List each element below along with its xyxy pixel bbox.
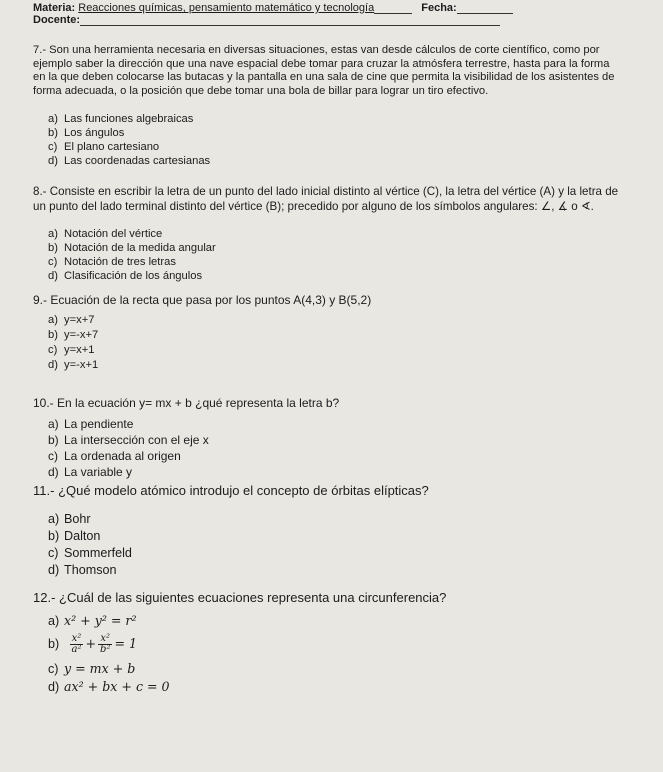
question-7	[33, 44, 623, 98]
option-8d[interactable]	[48, 270, 202, 283]
question-text: Ecuación de la recta que pasa por los puntos A(4,3) y B(5,2)	[50, 293, 372, 307]
option-letter: c)	[48, 449, 58, 463]
option-text: Los ángulos	[64, 127, 125, 139]
option-9a[interactable]	[48, 314, 94, 327]
option-10a[interactable]	[48, 418, 133, 431]
materia-line	[33, 2, 513, 14]
fecha-label: Fecha:	[421, 2, 457, 14]
option-text: y=-x+1	[64, 359, 99, 371]
fraction-1	[70, 634, 84, 655]
materia-label: Materia:	[33, 2, 76, 14]
option-12d[interactable]	[48, 680, 170, 694]
option-text: Dalton	[64, 529, 101, 543]
question-10	[33, 397, 623, 411]
option-letter: d)	[48, 465, 59, 479]
question-text: ¿Qué modelo atómico introdujo el concepto de órbitas elípticas?	[58, 483, 429, 498]
option-text: Notación de tres letras	[64, 256, 176, 268]
option-letter: c)	[48, 141, 58, 153]
option-equation: x² + y² = r²	[64, 613, 137, 628]
equation-rhs: = 1	[114, 635, 138, 651]
option-letter: b)	[48, 242, 58, 254]
option-letter: c)	[48, 546, 59, 560]
option-letter: d)	[48, 563, 60, 577]
option-11b[interactable]	[48, 529, 100, 543]
question-number: 10.-	[33, 396, 54, 410]
option-11c[interactable]	[48, 546, 132, 560]
option-12c[interactable]	[48, 662, 135, 676]
plus-sign: +	[85, 635, 97, 651]
option-12b[interactable]	[48, 634, 137, 655]
option-text: El plano cartesiano	[64, 141, 160, 153]
option-8b[interactable]	[48, 242, 216, 255]
question-text: En la ecuación y= mx + b ¿qué representa la letra b?	[57, 396, 340, 410]
option-letter: d)	[48, 359, 58, 371]
option-text: Las coordenadas cartesianas	[64, 155, 211, 167]
question-text: Consiste en escribir la letra de un punto del lado inicial distinto al vértice (C), la letra del vértice (A) y la letra de un punto del lado terminal distinto del vértice (B); precedido por alguno de los símbolos angulares: ∠, ∡ o ∢.	[33, 185, 619, 213]
option-12a[interactable]	[48, 614, 137, 628]
option-letter: c)	[48, 344, 58, 356]
option-text: y=x+1	[64, 344, 95, 356]
worksheet-header	[33, 2, 513, 26]
option-text: La ordenada al origen	[64, 449, 181, 463]
materia-value: Reacciones químicas, pensamiento matemático y tecnología	[78, 2, 375, 14]
question-number: 7.-	[33, 44, 47, 56]
question-8	[33, 184, 623, 214]
fraction-numerator: x²	[100, 633, 111, 644]
option-text: La intersección con el eje x	[64, 433, 209, 447]
question-9	[33, 294, 623, 308]
option-letter: d)	[48, 155, 58, 167]
option-text: La pendiente	[64, 417, 134, 431]
fraction-denominator: b²	[100, 644, 111, 655]
option-9b[interactable]	[48, 329, 98, 342]
option-11a[interactable]	[48, 512, 91, 526]
option-text: Thomson	[64, 563, 117, 577]
option-7c[interactable]	[48, 141, 159, 154]
option-text: La variable y	[64, 465, 133, 479]
question-text: Son una herramienta necesaria en diversas situaciones, estas van desde cálculos de corte científico, como por ejemplo saber la dirección que una nave espacial debe tomar para cruzar la atmósfera terrestre, hasta para la forma en la que deben colocarse las butacas y la pantalla en una sala de cine que permita la visibilidad de los asistentes de forma adecuada, o la posición que debe tomar una bola de billar para lograr un tiro efectivo.	[33, 44, 615, 97]
option-letter: d)	[48, 270, 58, 282]
option-7d[interactable]	[48, 155, 210, 168]
option-9d[interactable]	[48, 359, 98, 372]
option-letter: b)	[48, 636, 60, 651]
option-letter: b)	[48, 529, 60, 543]
option-text: Sommerfeld	[64, 546, 132, 560]
option-8a[interactable]	[48, 228, 162, 241]
option-text: Notación del vértice	[64, 228, 163, 240]
option-8c[interactable]	[48, 256, 176, 269]
fraction-numerator: x²	[71, 633, 82, 644]
option-text: y=x+7	[64, 314, 95, 326]
option-equation: y = mx + b	[64, 661, 136, 676]
option-letter: b)	[48, 329, 58, 341]
option-10c[interactable]	[48, 450, 181, 463]
docente-label: Docente:	[33, 14, 81, 26]
question-number: 12.-	[33, 590, 56, 605]
fraction-denominator: a²	[71, 644, 82, 655]
option-7b[interactable]	[48, 127, 124, 140]
question-number: 9.-	[33, 293, 48, 307]
docente-line	[33, 14, 513, 26]
option-text: Notación de la medida angular	[64, 242, 216, 254]
option-letter: a)	[48, 512, 60, 526]
option-letter: a)	[48, 113, 58, 125]
option-9c[interactable]	[48, 344, 94, 357]
question-text: ¿Cuál de las siguientes ecuaciones representa una circunferencia?	[59, 590, 447, 605]
fraction-2	[98, 634, 112, 655]
option-text: y=-x+7	[64, 329, 99, 341]
option-letter: a)	[48, 228, 58, 240]
option-letter: c)	[48, 662, 59, 676]
option-text: Bohr	[64, 512, 91, 526]
option-10d[interactable]	[48, 466, 132, 479]
option-equation: ax² + bx + c = 0	[64, 679, 170, 694]
question-12	[33, 590, 623, 605]
question-number: 8.-	[33, 185, 47, 198]
option-10b[interactable]	[48, 434, 209, 447]
option-7a[interactable]	[48, 113, 193, 126]
option-11d[interactable]	[48, 563, 117, 577]
option-letter: d)	[48, 680, 60, 694]
question-number: 11.-	[33, 483, 55, 498]
option-letter: b)	[48, 127, 58, 139]
docente-rule	[80, 25, 500, 26]
question-11	[33, 483, 623, 498]
option-letter: a)	[48, 417, 59, 431]
option-letter: c)	[48, 256, 58, 268]
option-text: Las funciones algebraicas	[64, 113, 194, 125]
option-letter: a)	[48, 614, 60, 628]
option-text: Clasificación de los ángulos	[64, 270, 203, 282]
option-letter: a)	[48, 314, 58, 326]
option-letter: b)	[48, 433, 59, 447]
